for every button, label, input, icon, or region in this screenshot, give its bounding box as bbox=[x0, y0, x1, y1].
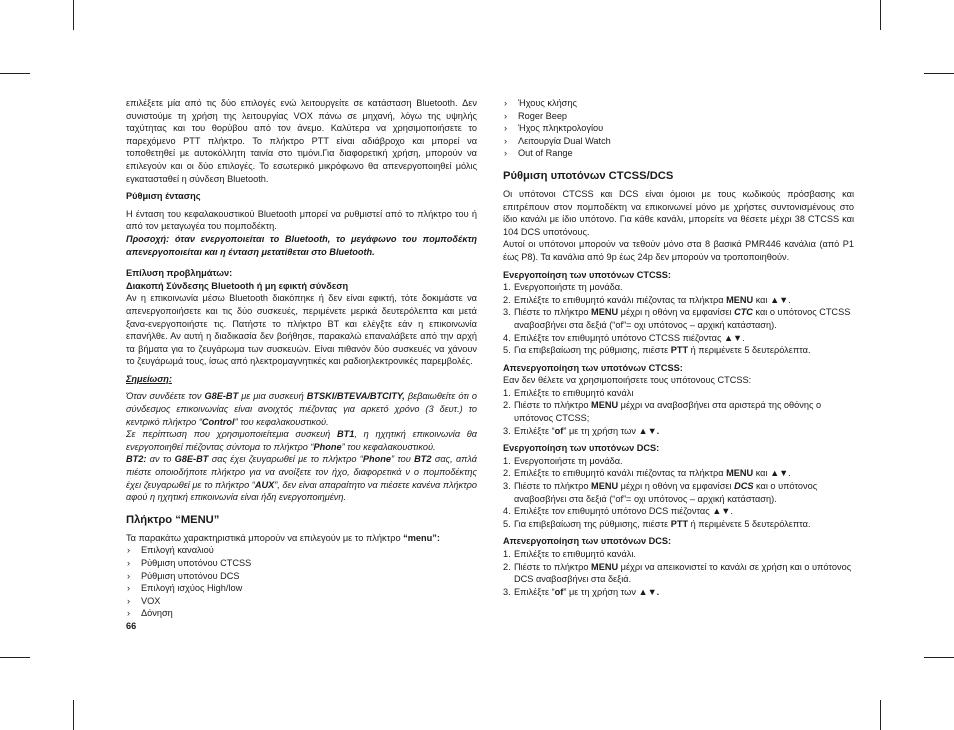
list-item: › Δόνηση bbox=[126, 607, 477, 620]
ctcss-paragraph-2: Αυτοί οι υπότονοι μπορούν να τεθούν μόνο στα 8 βασικά PMR446 κανάλια (από P1 έως P8). Τα κανάλια από 9p έως 24p δεν μπορούν να τροποποιηθούν. bbox=[503, 239, 854, 262]
list-item: › Ήχος πληκτρολογίου bbox=[503, 122, 854, 135]
list-item: › Ήχους κλήσης bbox=[503, 97, 854, 110]
list-item: 3. Πιέστε το πλήκτρο MENU μέχρι η οθόνη να εμφανίσει DCS και ο υπότονος αναβοσβήνει στα δεξιά (“of”= οχι υπότονος – αρχική κατάσταση). bbox=[503, 481, 818, 504]
crop-mark bbox=[924, 657, 954, 658]
menu-heading: Πλήκτρο “MENU” bbox=[126, 513, 220, 526]
ctcss-heading: Ρύθμιση υποτόνων CTCSS/DCS bbox=[503, 169, 674, 182]
crop-mark bbox=[924, 73, 954, 74]
left-column bbox=[126, 97, 477, 633]
list-item: 1. Επιλέξτε το επιθυμητό κανάλι. bbox=[503, 549, 636, 559]
list-item: 2. Επιλέξτε το επιθυμητό κανάλι πιέζοντας τα πλήκτρα MENU και ▲▼. bbox=[503, 294, 791, 305]
caution-paragraph: Προσοχή: όταν ενεργοποιείται το Bluetooth, το μεγάφωνο του πομποδέκτη απενεργοποιείται και η ένταση μετατίθεται στο Bluetooth. bbox=[126, 233, 477, 257]
list-item: 3. Επιλέξτε “of” με τη χρήση των ▲▼. bbox=[503, 586, 660, 597]
list-item: 2. Πιέστε το πλήκτρο MENU μέχρι να απεικονιστεί το κανάλι σε χρήση και ο υπότονος DCS αναβοσβήνει στα δεξιά. bbox=[503, 561, 852, 585]
trouble-subheading: Διακοπή Σύνδεσης Bluetooth ή μη εφικτή σύνδεση bbox=[126, 280, 349, 291]
trouble-heading: Επίλυση προβλημάτων: bbox=[126, 268, 233, 279]
enable-ctcss-heading: Ενεργοποίηση των υποτόνων CTCSS: bbox=[503, 269, 671, 280]
note-1: Όταν συνδέετε τον G8E-BT με μια συσκευή BTSKI/BTEVA/BTCITY, βεβαιωθείτε ότι ο σύνδεσμος επικοινωνίας είναι ανοιχτός πιέζοντας για αρκετό χρόνο (3 δευτ.) το κεντρικό πλήκτρο “Control” του κεφαλακουστικού. bbox=[126, 391, 477, 427]
crop-mark bbox=[0, 73, 30, 74]
list-item: 1. Ενεργοποιήστε τη μονάδα. bbox=[503, 455, 623, 466]
note-3: BT2: αν το G8E-BT σας έχει ζευγαρωθεί με το πλήκτρο “Phone” του BT2 σας, απλά πιέστε οποιοδήποτε πλήκτρο για να ανοίξετε τον ήχο, διαφορετικά ν ο πομποδέκτης έχει ζευγαρωθεί με το πλήκτρο “AUX”, δεν είναι απαραίτητο να πιέσετε κανένα πλήκτρο αφού η ηχητική επικοινωνία είναι ήδη ενεργοποιημένη. bbox=[126, 454, 478, 503]
disable-ctcss-intro: Εαν δεν θέλετε να χρησιμοποιήσετε τους υπότονους CTCSS: bbox=[503, 375, 752, 386]
list-item: 1. Ενεργοποιήστε τη μονάδα. bbox=[503, 282, 623, 293]
list-item: › Ρύθμιση υποτόνου CTCSS bbox=[126, 557, 477, 570]
crop-mark bbox=[880, 0, 881, 30]
note-2: Σε περίπτωση που χρησιμοποιείτεμια συσκευή BT1, η ηχητική επικοινωνία θα ενεργοποιηθεί πιέζοντας σύντομα το πλήκτρο “Phone” του κεφαλακουστικού. bbox=[126, 429, 478, 452]
intro-paragraph: επιλέξετε μία από τις δύο επιλογές ενώ λειτουργείτε σε κατάσταση Bluetooth. Δεν συνιστούμε τη χρήση της λειτουργίας VOX πάνω σε μηχανή, λόγω της υψηλής ταχύτητας και του θορύβου από τον άνεμο. Καλύτερα να χρησιμοποιήσετε το παρεχόμενο PTT πλήκτρο. Το πλήκτρο PTT είναι αδιάβροχο και μπορεί να τοποθετηθεί με αυτοκόλλητη ταινία στο τιμόνι.Για διαφορετική χρήση, μπορούν να επιλεγούν και οι δύο επιλογές. Το εσωτερικό μικρόφωνο θα απενεργοποιηθεί μόλις εγκατασταθεί η σύνδεση Bluetooth. bbox=[126, 98, 477, 184]
list-item: 1. Επιλέξτε το επιθυμητό κανάλι bbox=[503, 387, 634, 398]
trouble-paragraph: Αν η επικοινωνία μέσω Bluetooth διακόπηκε ή δεν είναι εφικτή, τότε δοκιμάστε να απενεργοποιήσετε και τις δύο συσκευές, περιμένετε μερικά δευτερόλεπτα και μετά ξανα-ενεργοποιήστε τις. Πατήστε το πλήκτρο BT και ελέγξτε εάν η επικοινωνία επανήλθε. Αν αυτή η διαδικασία δεν βοήθησε, παρακαλώ επαναλάβετε από την αρχή τα βήματα για το ζευγάρωμα των συσκευών. Είναι πιθανόν δύο συσκευές να χάνουν το ζευγάρωμά τους, ίσως από ηλεκτρομαγνητικές και ραδιοηλεκτρονικές παρεμβολές. bbox=[126, 293, 477, 367]
list-item: › Roger Beep bbox=[503, 110, 854, 123]
notes-heading: Σημείωση: bbox=[126, 373, 172, 384]
enable-ctcss-steps bbox=[503, 281, 854, 357]
enable-dcs-heading: Ενεργοποίηση των υποτόνων DCS: bbox=[503, 443, 660, 454]
list-item: 4. Επιλέξτε τον επιθυμητό υπότονο DCS πιέζοντας ▲▼. bbox=[503, 506, 733, 517]
list-item: 2. Πιέστε το πλήκτρο MENU μέχρι να αναβοσβήνει στα αριστερά της οθόνης ο υπότονος CTCSS; bbox=[503, 400, 822, 424]
disable-dcs-steps bbox=[503, 548, 854, 598]
crop-mark bbox=[880, 700, 881, 730]
right-column bbox=[503, 97, 854, 598]
list-item: › Λειτουργία Dual Watch bbox=[503, 135, 854, 148]
menu-intro: Τα παρακάτω χαρακτηριστικά μπορούν να επιλεγούν με το πλήκτρο “menu”: bbox=[126, 532, 440, 543]
ctcss-paragraph-1: Οι υπότονοι CTCSS και DCS είναι όμοιοι με τους κωδικούς πρόσβασης και επιτρέπουν στον πομποδέκτη να επικοινωνεί μόνο με χρήστες συντονισμένους στο ίδιο κανάλι με ίδιο υπότονο. Για κάθε κανάλι, μπορείτε να θέσετε μέχρι 38 CTCSS και 104 DCS υποτόνους. bbox=[503, 188, 854, 237]
list-item: › Ρύθμιση υποτόνου DCS bbox=[126, 570, 477, 583]
list-item: 3. Επιλέξτε “of” με τη χρήση των ▲▼. bbox=[503, 425, 660, 436]
volume-heading: Ρύθμιση έντασης bbox=[126, 191, 201, 202]
list-item: 4. Επιλέξτε τον επιθυμητό υπότονο CTCSS πιέζοντας ▲▼. bbox=[503, 332, 745, 343]
crop-mark bbox=[73, 700, 74, 730]
list-item: › Επιλογή ισχύος High/low bbox=[126, 582, 477, 595]
list-item: 5. Για επιβεβαίωση της ρύθμισης, πιέστε PTT ή περιμένετε 5 δευτερόλεπτα. bbox=[503, 345, 811, 356]
list-item: 3. Πιέστε το πλήκτρο MENU μέχρι η οθόνη να εμφανίσει CTC και ο υπότονος CTCSS αναβοσβήνει στα δεξιά (“of”= οχι υπότονος – αρχική κατάσταση). bbox=[503, 307, 851, 330]
crop-mark bbox=[0, 657, 30, 658]
list-item: 5. Για επιβεβαίωση της ρύθμισης, πιέστε PTT ή περιμένετε 5 δευτερόλεπτα. bbox=[503, 518, 811, 529]
list-item: › Out of Range bbox=[503, 147, 854, 160]
enable-dcs-steps bbox=[503, 455, 854, 531]
volume-paragraph: Η ένταση του κεφαλακουστικού Bluetooth μπορεί να ρυθμιστεί από το πλήκτρο του ή από τον μεταγωγέα του πομποδέκτη. bbox=[126, 208, 477, 232]
page-number: 66 bbox=[126, 620, 137, 631]
menu-list-left bbox=[126, 544, 477, 620]
disable-dcs-heading: Απενεργοποίηση των υποτόνων DCS: bbox=[503, 536, 672, 547]
disable-ctcss-steps bbox=[503, 387, 854, 437]
disable-ctcss-heading: Απενεργοποίηση των υποτόνων CTCSS: bbox=[503, 362, 683, 373]
menu-list-right bbox=[503, 97, 854, 160]
list-item: 2. Επιλέξτε το επιθυμητό κανάλι πιέζοντας τα πλήκτρα MENU και ▲▼. bbox=[503, 468, 791, 479]
crop-mark bbox=[73, 0, 74, 30]
list-item: › VOX bbox=[126, 595, 477, 608]
list-item: › Επιλογή καναλιού bbox=[126, 544, 477, 557]
